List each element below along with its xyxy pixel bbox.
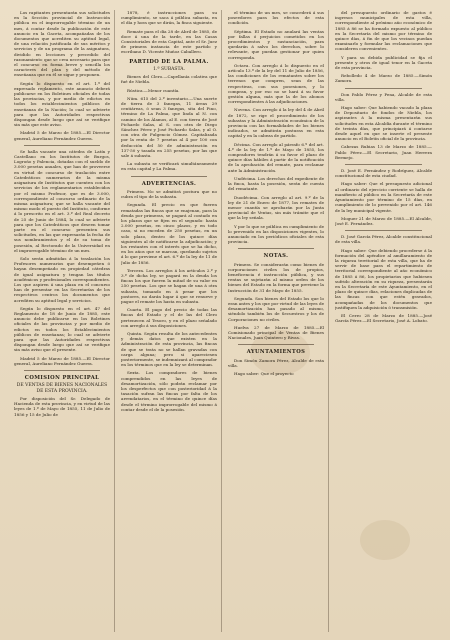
page-columns	[14, 10, 436, 632]
paragraph: Séptima. El Estado no anulará las ventas por fallas ó perjuicios cometidos en los procedimientos y sustanciación, para quedarán á salvo los derechos, sobre lo relevante, que puedan gestionar por quien corresponda.	[228, 28, 324, 60]
paragraph: Octava. Con arreglo á lo dispuesto en el artículo 13.º de la ley del 11 de Julio de 1856, las condiciones de los rematantes sobre los terrenos que compren, sean de las respectivas, con sus posesiones, y lo compran, y por eso no se hará á su favor gestión alguna, más que la de los abonos correspondientes á las adjudicaciones.	[228, 62, 324, 105]
section-divider	[345, 164, 422, 165]
paragraph: Madrid 5 de Marzo de 1885.—El Director general, Aureliano Fernández Guerra.	[14, 355, 110, 366]
section-heading: AYUNTAMIENTOS	[246, 349, 306, 356]
paragraph: Cabezas Rubias 13 de Marzo de 1885.—Pablo Pérez.—El Secretario, Juan Herrera Bermejo.	[335, 144, 432, 160]
paragraph: Primera. No se admitirá postura que no cubra el tipo de la subasta.	[121, 188, 217, 200]
paragraph: el término de un mes, se concederá á sus poseedores para los efectos de esta condición.	[228, 10, 324, 26]
paragraph: Moguer 21 de Marzo de 1885.—El Alcalde, José E. Fernández.	[335, 215, 432, 226]
paragraph: Segunda. Son bienes del Estado los que lo eran antes y los que por virtud de las leyes de desamortización han pasado al mismo, siéndolo también los de Secuestros y los de Corporaciones no civiles.	[228, 295, 324, 322]
paragraph: Hago saber: Que debiendo procederse á la formación del apéndice al amillaramiento de la riqueza territorial de esta villa, que ha de servir de base para el repartimiento de territorial correspondiente al año económico de 1885 á 86, los propietarios que hubiesen sufrido alteración en su riqueza, presentarán en la Secretaría de este Ayuntamiento, en el plazo de quince días, relaciones duplicadas de las fincas con que estén gravados, acompañadas de los documentos que justifiquen la adquisición ó transmisión.	[335, 247, 432, 310]
section-subheading: DE VENTAS DE BIENES NACIONALES DE ESTA PROVINCIA.	[16, 383, 108, 394]
paragraph: D. José E. Fernández y Rodríguez, Alcalde constitucional de esta ciudad.	[335, 168, 432, 179]
paragraph: del presupuesto ordinario de gastos é ingresos municipales de esta villa, correspondiente al próximo año económico de 1885 á 86 se ha formado expuesto al público en la Secretaría del mismo por término de quince días, á fin de que los vecinos puedan examinarlo y formular las reclamaciones que consideren convenientes.	[335, 10, 432, 52]
paragraph: Según lo dispuesto en el art. 47 del Reglamento de 18 de Junio de 1885, este anuncio debe publicarse en los Boletines oficiales de las provincias y por medio de edictos en todos los Establecimientos públicos de enseñanza; lo cual se advierte para que las Autoridades respectivas dispongan desde luego que así se verifique sin más aviso que el presente.	[14, 305, 110, 353]
paragraph: D. José García Pérez, Alcalde constitucional de esta villa.	[335, 234, 432, 245]
paragraph: Rústica.—Menor cuantía.	[127, 87, 180, 93]
paragraph: Hago saber: Que el proyecto	[234, 370, 294, 376]
section-divider	[238, 344, 314, 345]
paragraph: Don Simón Zamora Pérez, Alcalde de esta villa.	[228, 357, 324, 368]
paragraph: Se halla vacante una cátedra de Latín y Castellano en los Institutos de Burgos, Logroño y Palencia, dotadas con el sueldo de 3.000 pesetas anuales, que han de proveerse en virtud de concurso de traslación entre Catedráticos numerarios de la misma asignatura de Institutos que cuenten con los servicios de los reglamentarios establecidos por el mismo Profesor, que es de 3.000, correspondiente al concurso ordinario de la misma asignatura; que se halla vacante del mismo modo el puesto del Instituto, conforme á lo prescrito en el art. 3.º del Real decreto de 25 de Junio de 1884, lo cual se advierte para que los Catedráticos que deseen tomar parte en el concurso presenten sus solicitudes, en las que expresarán la fecha de sus nombramientos y el de su toma de posesión, al Rectorado de la Universidad en el improrrogable término de un mes.	[14, 148, 110, 253]
paragraph: Tercera. Los arreglos á los artículos 2.º y 3.º de dicha ley, se pagará en la deuda los fincas los que fueren la mitad de su valor en 250 pesetas. Los que se hagan de una á otra subasta, tomando en á pesar que los postores, no darán lugar á que se renueve y pague el remate los hasta en subasta.	[121, 267, 217, 304]
section-heading: PARTIDO DE LA PALMA.	[129, 58, 209, 65]
paragraph: Madrid 5 de Marzo de 1885.—El Director general, Aureliano Fernández Guerra.	[14, 130, 110, 141]
paragraph: Don Pablo Pérez y Pena, Alcalde de esta villa.	[335, 91, 432, 102]
paragraph: Núm. 615 del 2.º inventario.—Una suerte de tierra de 3 fanegas, 11 áreas 29 centiáreas, ó sean 3 fanegas, sita del Pino, término de La Palma, que linda al N. con camino de los Álamos, al E. con tierra de José Pichardo Salas, al S. con otra de Diego Sánchez Pérez y José Pichardo Salas, y al O. con otra de Fulgencio Gómez. Capitalizada por la renta de 7 pesetas al 4 por 100 con deducción del 50 de administración en 137·50 y tasada en 255 pesetas, por las que sale á subasta.	[121, 95, 217, 159]
section-divider	[24, 145, 100, 146]
paragraph: La subasta se verificará simultáneamente en esta capital y La Palma.	[121, 161, 217, 172]
paragraph: Y para su debida publicidad se fija el presente y otros de igual tenor en la Gaceta de esta provincia.	[335, 54, 432, 71]
section-divider	[345, 230, 422, 231]
paragraph: Duodécima. Con arreglo al art. 9.º de la ley de 21 de Enero de 1877, los remates de menor cuantía se aprobarán por la Junta provincial de Ventas, sin más trámite que el que la ley señala.	[228, 194, 324, 221]
paragraph: Y por lo que se pública en cumplimiento de lo prevenido en las disposiciones vigentes, lo anunciado en los periódicos oficiales de esta provincia.	[228, 223, 324, 245]
paragraph: Novena. Con arreglo á la ley del 4 de Abril de 1872, se rige el procedimiento de los subastas y la Administración económica de la provincia con las formalidades de los bienes indicados, se admitirán posturas en esta capital y en la cabeza de partido.	[228, 107, 324, 139]
paragraph: Segunda. El precio en que fueren rematadas las fincas que se enajenan, para la deuda por primeras, se pagará al contado en los plazos que se fijen en el segundo: hasta 2.000 pesetas, en cinco plazos, y en todo caso, si no exceden de 250 pesetas, en un solo plazo, dentro de los quince días siguientes al de notificarse la adjudicación; y los restantes con el interés que se ha dicho, en los años que se marcan, quedando sujetos á lo que previene el art. 6.º de la ley de 11 de Julio de 1856.	[121, 202, 217, 265]
section-divider	[24, 370, 100, 371]
column-2	[121, 10, 222, 632]
section-heading: COMISION PRINCIPAL	[24, 375, 100, 381]
paragraph: Rebolledo 4 de Marzo de 1885.—Simón Zamora.	[335, 73, 432, 84]
paragraph: Undécima. Los derechos del expediente de la finca, hasta la posesión, serán de cuenta del rematante.	[228, 175, 324, 192]
section-divider	[238, 248, 314, 249]
section-heading: ADVERTENCIAS.	[141, 180, 197, 187]
paragraph: Remate para el día 28 de Abril de 1885, de doce á una de la tarde, en las Casas Consistoriales de esta Capital, ante el Sr. Juez de primera instancia de este partido y escribano D. Vicente Muñoz Caballero.	[121, 28, 217, 55]
paragraph: Quinta. Según resulta de los antecedentes y demás datos que existen en la Administración de esta provincia, las fincas de que se trata no se hallan gravadas con carga alguna; pero si apareciesen posteriormente, se indemnizará al comprador en los términos que en la ley se determinan.	[121, 330, 217, 368]
section-heading: NOTAS.	[263, 253, 289, 260]
paragraph: Cuarta. El pago del precio de todas las fincas del Estado y el de las del Clero pertenecen al Tesoro, y en el plazo señalado con arreglo á sus disposiciones.	[121, 307, 217, 328]
column-1	[14, 10, 115, 632]
column-4	[335, 10, 436, 632]
paragraph: Huelva 27 de Marzo de 1885.—El Comisionado principal de Ventas de Bienes Nacionales, Juan Quintero y Rivas.	[228, 324, 324, 341]
section-subheading: 1.ª SUBASTA.	[153, 66, 185, 72]
paragraph: Hago saber: Que habiendo vacado la plaza de Depositario de fondos de Niebla, los aspirantes á la misma presentarán sus solicitudes en esta Alcaldía durante el término de treinta días, que principiará á contarse desde aquel en que se inserte el presente anuncio en el Boletín oficial de la provincia.	[335, 105, 432, 142]
paragraph: Solo serán admitidas á la traslación los Profesores numerarios que desempeñen ó hayan desempeñado en propiedad cátedras de igual asignatura y tengan las títulos académicos y profesionales correspondientes. Los que aspiren á una plaza en el concurso han de presentar en las Secretarías de los respectivos centros los documentos que acrediten su aptitud legal y servicios.	[14, 255, 110, 303]
section-divider	[131, 176, 207, 177]
section-divider	[345, 88, 422, 89]
paragraph: Según lo dispuesto en el art. 1.º del expresado reglamento, este anuncio deberá publicarse en los Boletines oficiales de todas las provincias, y por medio de edictos en todos los establecimientos públicos de enseñanza de la Nación; lo cual se advierte para que las Autoridades respectivas dispongan desde luego que así se verifique sin más que este aviso.	[14, 80, 110, 128]
paragraph: Décima. Con arreglo al párrafo 6.º del art. 4.º de la ley de 1.º de Mayo de 1855, los compradores tendrán á su favor el plazo de quince días hábiles á partir de la notificación de la aprobación del remate, para reclamar ante la Administración.	[228, 141, 324, 173]
paragraph: Primera. Se considerarán como bienes de corporaciones civiles los de propios, beneficencia é instrucción pública, y sus rentas se sujetarán al mismo orden de los bienes del Estado en la forma que previene la Instrucción de 31 de Mayo de 1855.	[228, 261, 324, 293]
paragraph: Los rapitantes presentarán sus solicitudes en la Sección provincial de Instrucción pública en el improrrogable término de un mes, á contar desde la publicación de este anuncio en la Gaceta, acompañadas de los documentos que acrediten su aptitud legal, de una relación justificada de sus méritos y servicios y de un programa de la asignatura, dividido en lecciones y precedido del razonamiento que se crea necesario para que el concurso en forma breve y sencilla los caracteres del plan y del método de enseñanza que en él se sigue y proponen.	[14, 10, 110, 78]
paragraph: 1878, é instrucciones para su cumplimiento, se saca á pública subasta, en el día y hora que se dirán, la finca siguiente.	[121, 10, 217, 26]
column-3	[228, 10, 329, 632]
paragraph: Hago saber: Que el presupuesto adicional al ordinario del ejercicio corriente se halla de manifiesto al público en la Secretaría de este Ayuntamiento por término de 15 días, en cumplimiento de lo prevenido por el art. 146 de la ley municipal vigente.	[335, 181, 432, 213]
paragraph: Bienes del Clero.—Capellanía colativa que fué de Niebla.	[121, 74, 217, 85]
paragraph: Sexta. Los compradores de bienes comprendidos en las leyes de desamortización, sólo podrán reclamar por los desperfectos que con posterioridad á la tasación sufran las fincas por falta de los arrendatarios, en el término de quince días desde el término improrrogable del mismo á contar desde el de la posesión.	[121, 370, 217, 412]
paragraph: Por disposición del Sr. Delegado de Hacienda de esta provincia, y en virtud de las leyes de 1.º de Mayo de 1855, 11 de Julio de 1856 y 15 de Julio de	[14, 396, 110, 417]
paragraph: El Cerro 28 de Marzo de 1885.—José García Pérez.—El Secretario, José A. Lobato.	[335, 312, 432, 324]
